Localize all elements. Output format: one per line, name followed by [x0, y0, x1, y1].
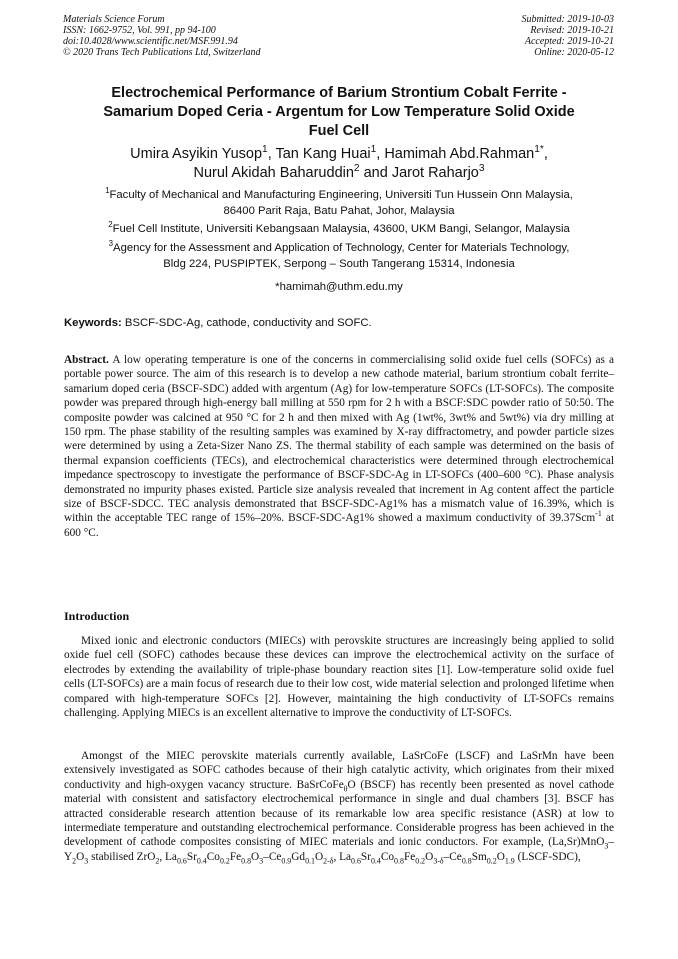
authors-line-1: [60, 145, 618, 164]
abstract-tail: at 600 °C.: [64, 512, 614, 539]
journal-name: Materials Science Forum: [63, 14, 165, 25]
chem-subscript: 3-δ: [433, 856, 444, 866]
author-affiliation-mark: 1: [370, 144, 377, 156]
chem-subscript: 0.8: [394, 856, 404, 866]
chem-subscript: 3: [259, 856, 264, 866]
paper-title: [60, 84, 618, 141]
title-line-3: Fuel Cell: [308, 123, 370, 139]
intro-paragraph-1: [64, 634, 614, 720]
author-affiliation-mark: 1: [262, 144, 268, 156]
paragraph-text: –Ce: [263, 850, 282, 863]
paragraph-text: Sm: [471, 850, 487, 863]
paragraph-text: O: [76, 850, 85, 863]
paragraph-text: Gd: [291, 850, 306, 863]
author-name: Umira Asyikin Yusop: [130, 146, 263, 162]
authors-line-2: [60, 164, 618, 183]
paragraph-text: O: [314, 850, 324, 863]
author-conjunction: and: [359, 165, 392, 181]
chem-subscript: 0.9: [281, 856, 292, 866]
chem-subscript: 0.2: [219, 856, 230, 866]
section-heading-introduction: Introduction: [64, 609, 130, 623]
chem-subscript: 0.6: [176, 856, 187, 866]
issn: ISSN: 1662-9752, Vol. 991, pp 94-100: [63, 25, 216, 36]
paragraph-text: –Ce: [443, 850, 462, 863]
intro-paragraph-2: [64, 749, 614, 864]
doi: doi:10.4028/www.scientific.net/MSF.991.94: [63, 36, 238, 47]
publication-dates: [522, 14, 615, 58]
chem-subscript: 0.8: [461, 856, 472, 866]
abstract-label: Abstract.: [64, 354, 109, 366]
affiliation-number: 2: [108, 220, 113, 230]
chem-subscript: 0.2: [486, 856, 497, 866]
copyright: © 2020 Trans Tech Publications Ltd, Switzerland: [63, 47, 261, 58]
paragraph-text: O: [425, 850, 434, 863]
paragraph-text: O: [496, 850, 505, 863]
chem-subscript: θ: [343, 784, 348, 794]
title-line-1: Electrochemical Performance of Barium Strontium Cobalt Ferrite -: [111, 85, 567, 101]
keywords-text: BSCF-SDC-Ag, cathode, conductivity and SOFC.: [121, 317, 372, 329]
corresponding-email: *hamimah@uthm.edu.my: [275, 281, 403, 293]
chem-subscript: 3: [604, 841, 609, 851]
revised-date: Revised: 2019-10-21: [530, 25, 614, 36]
affiliation-number: 3: [108, 239, 114, 249]
author-name: Jarot Raharjo: [391, 165, 479, 181]
online-date: Online: 2020-05-12: [534, 47, 614, 58]
author-separator: ,: [543, 146, 548, 162]
chem-subscript: 2: [72, 856, 77, 866]
affiliation-text: Fuel Cell Institute, Universiti Kebangsaan Malaysia, 43600, UKM Bangi, Selangor, Malaysia: [112, 223, 570, 235]
affiliation-text: Bldg 224, PUSPIPTEK, Serpong – South Tangerang 15314, Indonesia: [163, 258, 515, 270]
title-line-2: Samarium Doped Ceria - Argentum for Low Temperature Solid Oxide: [103, 104, 575, 120]
paragraph-text: O (BSCF) has recently been presented as novel cathode material with consistent and satisfactory electrochemical performance in single and dual chambers [3]. BSCF has attracted considerable research attention because of its remarkable low area specific resistance (ASR) at low to intermediate temperature and outstanding electrochemical performance. Considerable progress has been achieved in the development of cathode composites consisting of MIEC materials and ionic conductors. For example, (La,Sr)MnO: [64, 778, 614, 849]
abstract: [64, 353, 614, 540]
author-name: Tan Kang Huai: [275, 146, 371, 162]
paragraph-text: Co: [380, 850, 395, 863]
paragraph-text: Fe: [229, 850, 242, 863]
author-list: [60, 145, 618, 183]
affiliation-number: 1: [105, 186, 110, 196]
chem-subscript: 0.6: [351, 856, 361, 866]
chem-subscript: 0.2: [415, 856, 426, 866]
keywords-label: Keywords:: [64, 317, 122, 329]
journal-info: [63, 14, 261, 58]
author-affiliation-mark: 2: [353, 163, 360, 175]
unit-superscript: -1: [595, 509, 602, 519]
paragraph-text: O: [251, 850, 260, 863]
paragraph-text: Co: [206, 850, 220, 863]
paragraph-text: Sr: [360, 850, 371, 863]
paragraph-text: , La: [333, 850, 352, 863]
affiliation-3: [60, 240, 618, 272]
chem-subscript: 0.4: [370, 856, 381, 866]
author-affiliation-mark: 3: [478, 163, 485, 175]
author-affiliation-mark: 1*: [534, 144, 544, 156]
author-separator: ,: [267, 146, 276, 162]
author-name: Hamimah Abd.Rahman: [384, 146, 535, 162]
chem-subscript: 2: [155, 856, 160, 866]
affiliation-1: [60, 187, 618, 219]
paragraph-text: stabilised ZrO: [88, 850, 156, 863]
paragraph-text: –Y: [64, 836, 614, 863]
author-separator: ,: [376, 146, 385, 162]
affiliation-text: Faculty of Mechanical and Manufacturing Engineering, Universiti Tun Hussein Onn Malaysia,: [109, 189, 573, 201]
abstract-text: A low operating temperature is one of the concerns in commercialising solid oxide fuel cells (SOFCs) as a portable power source. The aim of this research is to develop a new cathode material, barium strontium cobalt ferrite–samarium doped ceria (BSCF-SDC) added with argentum (Ag) for low-temperature SOFCs (LT-SOFCs). The composite powder was prepared through high-energy ball milling at 550 rpm for 2 h with a BSCF:SDC powder ratio of 50:50. The composite powder was calcined at 950 °C for 2 h and then mixed with Ag (1wt%, 3wt% and 5wt%) via dry milling at 150 rpm. The phase stability of the resulting samples was examined by X-ray diffractometry, and powder particle sizes were determined by using a Zeta-Sizer Nano ZS. The thermal stability of each sample was determined on the basis of thermal expansion coefficients (TECs), and electrochemical characteristics were determined through electrochemical impedance spectroscopy to investigate the performance of BSCF-SDC-Ag in LT-SOFCs (400–600 °C). Phase analysis demonstrated no impurity phases existed. Particle size analysis revealed that increment in Ag content affect the particle size of BSCF-SDCC. TEC analysis demonstrated that BSCF-SDC-Ag1% has a mismatch value of 16.39%, which is within the acceptable TEC range of 15%–20%. BSCF-SDC-Ag1% showed a maximum conductivity of 39.37Scm: [64, 354, 614, 525]
keywords: [64, 316, 372, 330]
accepted-date: Accepted: 2019-10-21: [524, 36, 614, 47]
chem-subscript: 2-δ: [323, 856, 334, 866]
paragraph-text: Fe: [403, 850, 416, 863]
chem-subscript: 0.1: [305, 856, 315, 866]
chem-subscript: 3: [84, 856, 89, 866]
chem-subscript: 1.9: [504, 856, 515, 866]
paragraph-text: (LSCF-SDC),: [514, 850, 581, 863]
chem-subscript: 0.4: [196, 856, 207, 866]
chem-subscript: 0.8: [241, 856, 252, 866]
submitted-date: Submitted: 2019-10-03: [521, 14, 614, 25]
paragraph-text: Amongst of the MIEC perovskite materials currently available, LaSrCoFe (LSCF) and LaSrMn have been extensively investigated as SOFC cathodes because of their high catalytic activity, which originates from their mixed conductivity and high-oxygen vacancy structure. BaSrCoFe: [64, 750, 614, 791]
paragraph-text: Mixed ionic and electronic conductors (MIECs) with perovskite structures are increasingly being applied to solid oxide fuel cell (SOFC) cathodes because these devices can improve the electrochemical activity on the surface of electrodes by extending the availability of triple-phase boundary reaction sites [1]. Low-temperature solid oxide fuel cells (LT-SOFCs) are a main focus of research due to their low cost, wide material selection and prolonged lifetime when compared with high-temperature SOFCs [2]. However, maintaining the high conductivity of LT-SOFCs remains challenging. Applying MIECs is an excellent alternative to improve the conductivity of LT-SOFCs.: [64, 635, 614, 720]
affiliation-text: Agency for the Assessment and Application of Technology, Center for Materials Technology,: [113, 242, 570, 254]
author-name: Nurul Akidah Baharuddin: [193, 165, 354, 181]
affiliation-2: [60, 221, 618, 237]
affiliation-text: 86400 Parit Raja, Batu Pahat, Johor, Malaysia: [223, 205, 455, 217]
paragraph-text: , La: [159, 850, 177, 863]
paragraph-text: Sr: [186, 850, 197, 863]
